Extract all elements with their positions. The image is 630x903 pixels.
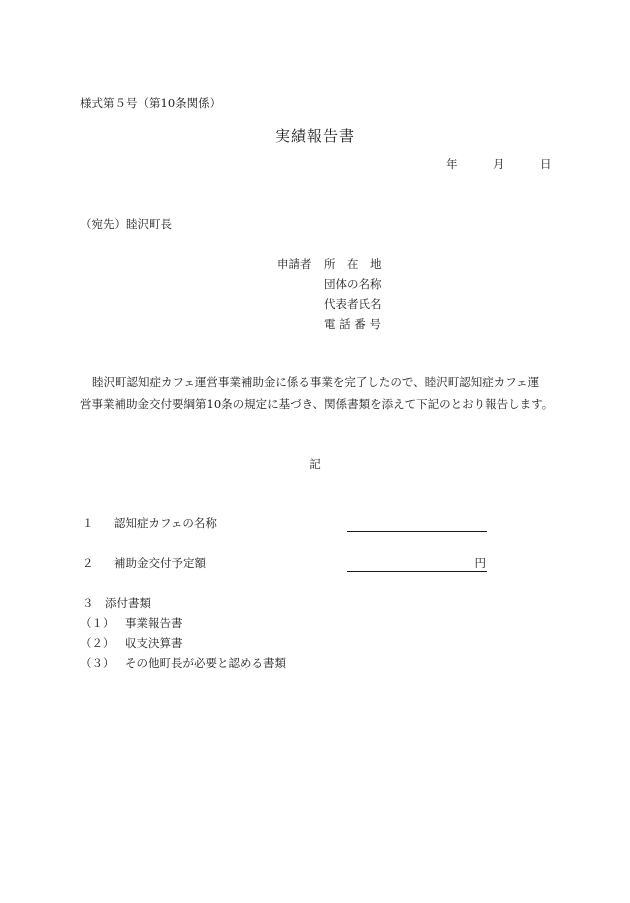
attachment-2-number: （２） [80, 636, 115, 650]
document-title: 実績報告書 [274, 127, 355, 145]
item-1-label: 認知症カフェの名称 [114, 516, 217, 530]
yen-unit: 円 [474, 556, 486, 570]
item-2-label: 補助金交付予定額 [114, 556, 206, 570]
date-year-label: 年 [446, 157, 458, 171]
attachment-2-label: 収支決算書 [125, 636, 183, 650]
attachment-3-number: （３） [80, 656, 115, 670]
applicant-phone-label: 電 話 番 号 [324, 317, 381, 331]
body-text-line-2: 営事業補助金交付要綱第10条の規定に基づき、関係書類を添えて下記のとおり報告します。 [80, 397, 554, 411]
cafe-name-field[interactable] [347, 516, 487, 532]
addressee: （宛先）睦沢町長 [80, 217, 172, 231]
applicant-address-label: 所 在 地 [324, 257, 382, 271]
date-month-label: 月 [493, 157, 505, 171]
item-2-number: ２ [82, 556, 94, 570]
applicant-org-name-label: 団体の名称 [324, 277, 382, 291]
attachments-heading: ３ 添付書類 [82, 596, 151, 610]
applicant-label: 申請者 [277, 257, 312, 271]
attachment-3-label: その他町長が必要と認める書類 [125, 656, 286, 670]
subsidy-amount-field[interactable] [347, 556, 487, 572]
attachment-1-number: （１） [80, 616, 115, 630]
item-1-number: １ [82, 516, 94, 530]
ki-heading: 記 [309, 457, 321, 471]
attachment-1-label: 事業報告書 [125, 616, 183, 630]
applicant-rep-name-label: 代表者氏名 [324, 297, 382, 311]
form-number: 様式第５号（第10条関係） [80, 96, 222, 110]
body-text-line-1: 睦沢町認知症カフェ運営事業補助金に係る事業を完了したので、睦沢町認知症カフェ運 [92, 375, 540, 389]
date-day-label: 日 [540, 157, 552, 171]
